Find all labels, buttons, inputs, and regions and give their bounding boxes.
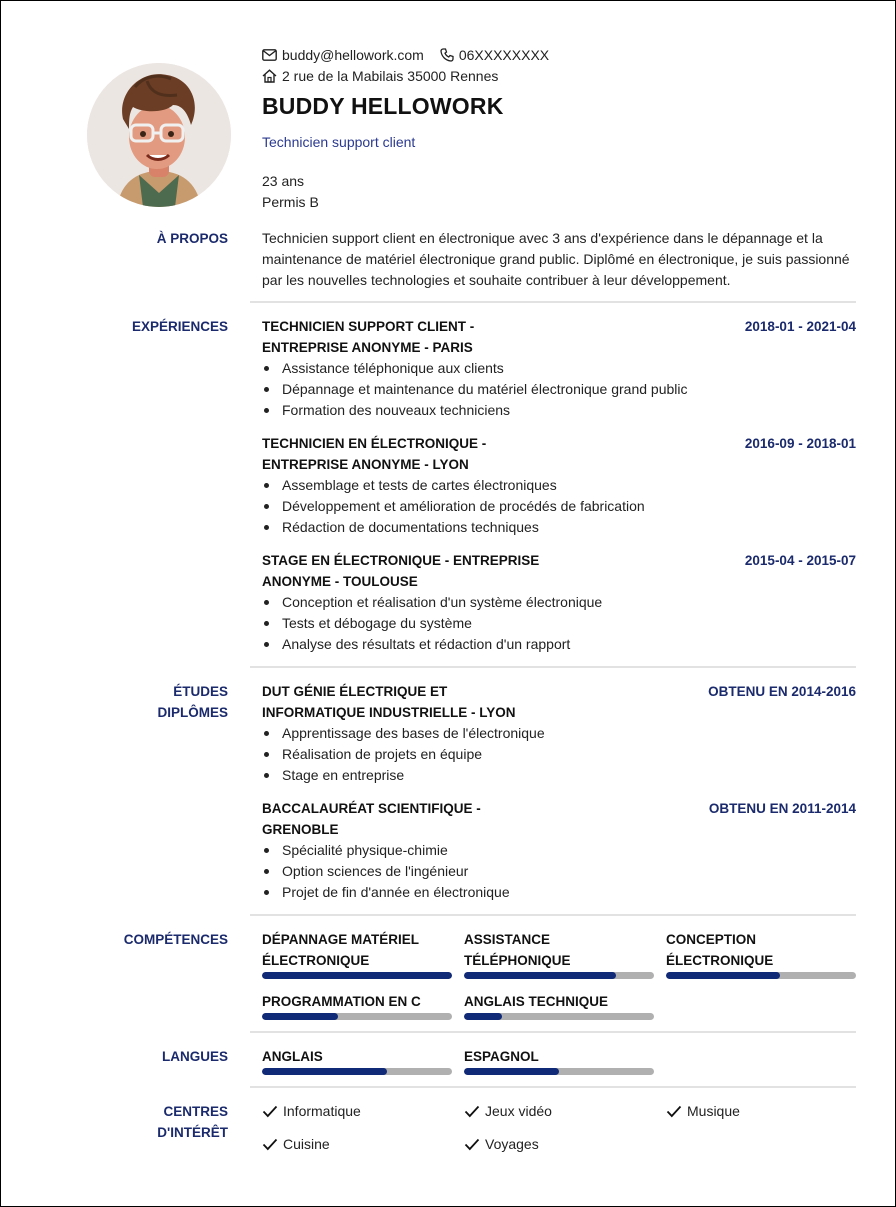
skill-level-bar: [262, 972, 452, 979]
language-level-bar: [464, 1068, 654, 1075]
education-entry: [262, 798, 856, 903]
interest-label: Voyages: [485, 1136, 539, 1152]
section-label-line: DIPLÔMES: [157, 705, 228, 720]
phone-text: 06XXXXXXXX: [458, 46, 550, 63]
skill-level-bar: [262, 1013, 452, 1020]
skill-level-bar: [464, 1013, 654, 1020]
list-item: Tests et débogage du système: [262, 613, 856, 634]
entry-title-line: ENTREPRISE ANONYME - LYON: [262, 457, 469, 472]
divider: [250, 666, 856, 668]
entry-date: 2016-09 - 2018-01: [744, 436, 856, 451]
entry-title-line: DUT GÉNIE ÉLECTRIQUE ET: [262, 684, 448, 699]
section-label-skills: COMPÉTENCES: [123, 932, 228, 947]
interest-label: Cuisine: [283, 1136, 330, 1152]
skill-label-line: ÉLECTRONIQUE: [262, 953, 370, 968]
about-text: Technicien support client en électronique avec 3 ans d'expérience dans le dépannage et la maintenance de matériel électronique grand public. Diplômé en électronique, je suis passionné par les nouvelles technologies et souhaite contribuer à leur développement.: [262, 230, 850, 288]
section-label-languages: LANGUES: [161, 1049, 228, 1064]
language-item: [262, 1046, 452, 1075]
avatar-illustration: [87, 63, 231, 207]
list-item: Assistance téléphonique aux clients: [262, 358, 856, 379]
skill-level-fill: [262, 1013, 338, 1020]
divider: [250, 301, 856, 303]
skill-label-line: ASSISTANCE: [464, 932, 551, 947]
skill-level-fill: [464, 972, 616, 979]
skill-label-line: TÉLÉPHONIQUE: [464, 953, 571, 968]
entry-title-line: BACCALAURÉAT SCIENTIFIQUE -: [262, 801, 481, 816]
experience-entry: [262, 316, 856, 421]
language-level-fill: [464, 1068, 559, 1075]
entry-title: [262, 433, 562, 475]
skill-level-fill: [666, 972, 780, 979]
skill-label-line: DÉPANNAGE MATÉRIEL: [262, 932, 420, 947]
entry-title-line: GRENOBLE: [262, 822, 339, 837]
list-item: Rédaction de documentations techniques: [262, 517, 856, 538]
bullet-list: [262, 592, 856, 655]
address-text: 2 rue de la Mabilais 35000 Rennes: [282, 67, 499, 84]
list-item: Option sciences de l'ingénieur: [262, 861, 856, 882]
skill-item: [262, 991, 452, 1020]
bullet-list: [262, 475, 856, 538]
candidate-name: BUDDY HELLOWORK: [262, 93, 504, 119]
entry-date: 2015-04 - 2015-07: [744, 553, 856, 568]
entry-title-line: STAGE EN ÉLECTRONIQUE - ENTREPRISE: [262, 553, 540, 568]
job-title: Technicien support client: [262, 134, 416, 150]
interest-label: Jeux vidéo: [485, 1103, 552, 1119]
divider: [250, 1086, 856, 1088]
age: 23 ans: [262, 173, 305, 189]
phone-icon: [440, 48, 454, 62]
interest-label: Informatique: [283, 1103, 361, 1119]
list-item: Spécialité physique-chimie: [262, 840, 856, 861]
language-item: [464, 1046, 654, 1075]
interest-item: [262, 1134, 330, 1155]
skill-label: [464, 929, 654, 971]
list-item: Dépannage et maintenance du matériel électronique grand public: [262, 379, 856, 400]
language-label: ESPAGNOL: [464, 1049, 539, 1064]
skill-label: [666, 929, 856, 971]
skill-item: [262, 929, 452, 979]
interest-item: [666, 1101, 740, 1122]
section-label-line: CENTRES: [163, 1104, 228, 1119]
skill-level-fill: [464, 1013, 502, 1020]
list-item: Stage en entreprise: [262, 765, 856, 786]
list-item: Analyse des résultats et rédaction d'un rapport: [262, 634, 856, 655]
interest-item: [464, 1134, 539, 1155]
entry-title: [262, 550, 562, 592]
entry-title-line: ENTREPRISE ANONYME - PARIS: [262, 340, 473, 355]
section-label-line: D'INTÉRÊT: [157, 1125, 228, 1140]
checkmark-icon: [464, 1138, 480, 1151]
entry-title-line: TECHNICIEN EN ÉLECTRONIQUE -: [262, 436, 487, 451]
section-label-line: ÉTUDES: [173, 684, 228, 699]
skill-label: [262, 929, 452, 971]
entry-title-line: INFORMATIQUE INDUSTRIELLE - LYON: [262, 705, 516, 720]
list-item: Apprentissage des bases de l'électronique: [262, 723, 856, 744]
experience-entry: [262, 550, 856, 655]
checkmark-icon: [464, 1105, 480, 1118]
entry-date: OBTENU EN 2014-2016: [708, 684, 856, 699]
interest-item: [464, 1101, 552, 1122]
bullet-list: [262, 723, 856, 786]
interest-item: [262, 1101, 361, 1122]
home-icon: [262, 69, 277, 83]
list-item: Réalisation de projets en équipe: [262, 744, 856, 765]
interest-label: Musique: [687, 1103, 740, 1119]
language-label: ANGLAIS: [262, 1049, 323, 1064]
mail-icon: [262, 49, 277, 61]
entry-title-line: ANONYME - TOULOUSE: [262, 574, 418, 589]
skill-level-bar: [464, 972, 654, 979]
skill-item: [464, 929, 654, 979]
contact-block: [262, 44, 565, 86]
contact-address: [262, 68, 498, 84]
entry-title: [262, 798, 562, 840]
list-item: Projet de fin d'année en électronique: [262, 882, 856, 903]
driving-license: Permis B: [262, 194, 319, 210]
personal-info: [262, 171, 319, 213]
language-level-bar: [262, 1068, 452, 1075]
section-label-interests: [157, 1101, 228, 1143]
divider: [250, 914, 856, 916]
entry-title-line: TECHNICIEN SUPPORT CLIENT -: [262, 319, 475, 334]
list-item: Formation des nouveaux techniciens: [262, 400, 856, 421]
entry-title: [262, 681, 582, 723]
entry-date: OBTENU EN 2011-2014: [708, 801, 856, 816]
checkmark-icon: [262, 1138, 278, 1151]
skill-item: [464, 991, 654, 1020]
list-item: Développement et amélioration de procédés de fabrication: [262, 496, 856, 517]
section-label-education: [157, 681, 228, 723]
contact-phone[interactable]: [440, 47, 549, 63]
skill-label-line: CONCEPTION: [666, 932, 757, 947]
skill-level-fill: [262, 972, 452, 979]
bullet-list: [262, 840, 856, 903]
skill-level-bar: [666, 972, 856, 979]
experience-entry: [262, 433, 856, 538]
education-entry: [262, 681, 856, 786]
section-label-about: À PROPOS: [156, 231, 228, 246]
bullet-list: [262, 358, 856, 421]
divider: [250, 1031, 856, 1033]
language-level-fill: [262, 1068, 387, 1075]
skill-label-line: ÉLECTRONIQUE: [666, 953, 774, 968]
list-item: Assemblage et tests de cartes électroniques: [262, 475, 856, 496]
checkmark-icon: [262, 1105, 278, 1118]
skill-label: ANGLAIS TECHNIQUE: [464, 994, 609, 1009]
avatar: [87, 63, 231, 207]
entry-title: [262, 316, 562, 358]
email-text: buddy@hellowork.com: [282, 46, 424, 63]
skill-item: [666, 929, 856, 979]
skill-label: PROGRAMMATION EN C: [262, 994, 421, 1009]
section-label-experiences: EXPÉRIENCES: [131, 319, 228, 334]
entry-date: 2018-01 - 2021-04: [744, 319, 856, 334]
checkmark-icon: [666, 1105, 682, 1118]
list-item: Conception et réalisation d'un système électronique: [262, 592, 856, 613]
contact-email[interactable]: [262, 47, 424, 63]
